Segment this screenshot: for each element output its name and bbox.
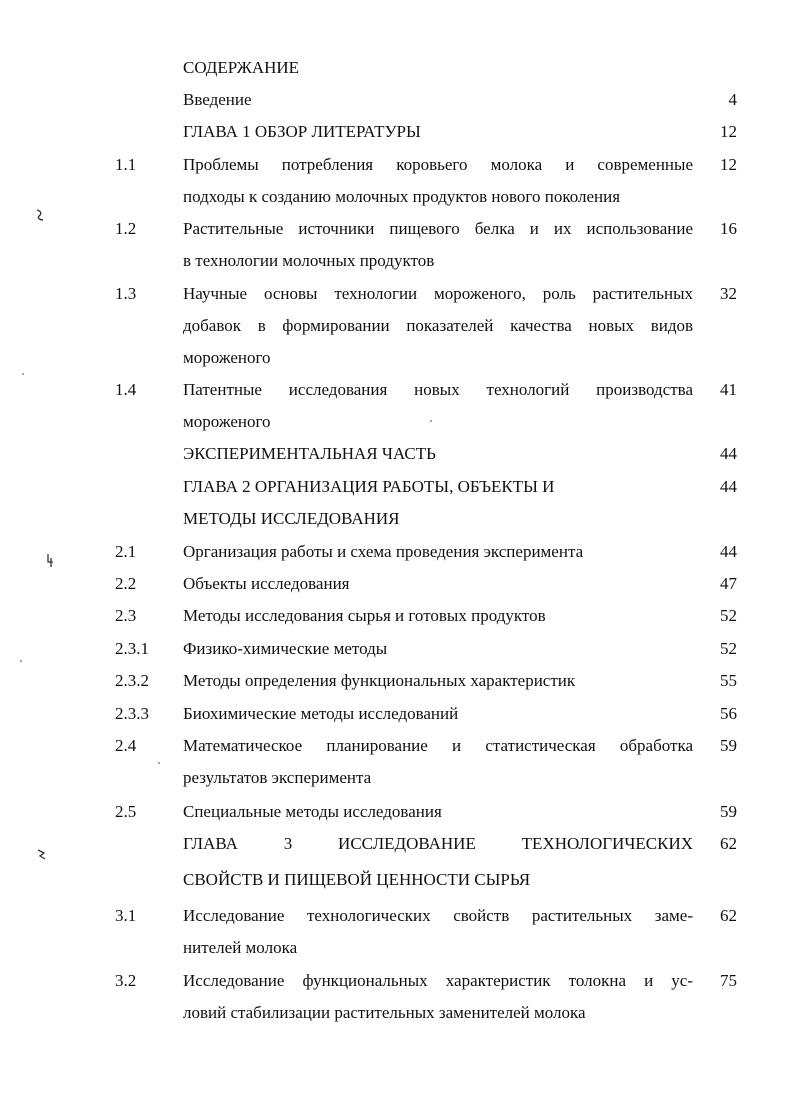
toc-number-1-2: 1.2 (115, 219, 137, 238)
toc-entry-1-1-line2: подходы к созданию молочных продуктов нового поколения (183, 187, 621, 206)
toc-entry-2-2: Объекты исследования (183, 574, 350, 593)
toc-entry-1-3-line1: Научные основы технологии мороженого, роль растительных (183, 284, 693, 303)
toc-entry-1-1-line1: Проблемы потребления коровьего молока и современные (183, 155, 693, 174)
toc-page-1-3: 32 (720, 284, 737, 303)
toc-page-2-3-1: 52 (720, 639, 737, 658)
toc-entry-1-4-line2: мороженого (183, 412, 271, 431)
toc-page-2-3: 52 (720, 606, 737, 625)
toc-entry-3-1-line2: нителей молока (183, 938, 298, 957)
scan-dot-3 (430, 420, 432, 422)
toc-entry-2-3-1: Физико-химические методы (183, 639, 388, 658)
toc-page-1-1: 12 (720, 155, 737, 174)
toc-page-chapter-3: 62 (720, 834, 737, 853)
toc-chapter-2-line2: МЕТОДЫ ИССЛЕДОВАНИЯ (183, 509, 400, 528)
toc-page-2-1: 44 (720, 542, 737, 561)
toc-title: СОДЕРЖАНИЕ (183, 58, 300, 77)
toc-entry-2-5: Специальные методы исследования (183, 802, 442, 821)
scan-mark-2 (44, 553, 56, 569)
toc-number-2-5: 2.5 (115, 802, 137, 821)
toc-entry-2-4-line1: Математическое планирование и статистическая обработка (183, 736, 693, 755)
toc-number-2-3-2: 2.3.2 (115, 671, 149, 690)
toc-entry-1-4-line1: Патентные исследования новых технологий производства (183, 380, 693, 399)
toc-number-2-4: 2.4 (115, 736, 137, 755)
toc-page-2-2: 47 (720, 574, 737, 593)
toc-entry-2-4-line2: результатов эксперимента (183, 768, 372, 787)
toc-entry-3-1-line1: Исследование технологических свойств растительных заме- (183, 906, 693, 925)
toc-page-1-2: 16 (720, 219, 737, 238)
toc-entry-2-3-3: Биохимические методы исследований (183, 704, 459, 723)
toc-page-2-3-2: 55 (720, 671, 737, 690)
toc-number-1-1: 1.1 (115, 155, 137, 174)
toc-page-chapter-2: 44 (720, 477, 737, 496)
scan-dot-1 (22, 373, 24, 375)
toc-entry-2-1: Организация работы и схема проведения эксперимента (183, 542, 584, 561)
toc-number-3-2: 3.2 (115, 971, 137, 990)
toc-number-1-4: 1.4 (115, 380, 137, 399)
toc-page-2-5: 59 (720, 802, 737, 821)
toc-entry-2-3-2: Методы определения функциональных характеристик (183, 671, 576, 690)
scan-mark-3 (36, 847, 48, 861)
toc-number-1-3: 1.3 (115, 284, 137, 303)
toc-entry-1-3-line3: мороженого (183, 348, 271, 367)
toc-page-2-3-3: 56 (720, 704, 737, 723)
toc-page-experimental-part: 44 (720, 444, 737, 463)
toc-number-2-3-3: 2.3.3 (115, 704, 149, 723)
toc-page-chapter-1: 12 (720, 122, 737, 141)
toc-number-2-3: 2.3 (115, 606, 137, 625)
toc-number-2-3-1: 2.3.1 (115, 639, 149, 658)
toc-entry-3-2-line1: Исследование функциональных характеристик толокна и ус- (183, 971, 693, 990)
toc-page-1-4: 41 (720, 380, 737, 399)
scan-dot-4 (158, 762, 160, 764)
toc-entry-1-2-line1: Растительные источники пищевого белка и их использование (183, 219, 693, 238)
toc-page-2-4: 59 (720, 736, 737, 755)
toc-entry-1-3-line2: добавок в формировании показателей качества новых видов (183, 316, 693, 335)
scan-mark-1 (34, 208, 46, 222)
toc-number-2-1: 2.1 (115, 542, 137, 561)
toc-number-2-2: 2.2 (115, 574, 137, 593)
toc-page-introduction: 4 (728, 90, 737, 109)
toc-page-3-2: 75 (720, 971, 737, 990)
toc-chapter-1: ГЛАВА 1 ОБЗОР ЛИТЕРАТУРЫ (183, 122, 421, 141)
scan-dot-2 (20, 660, 22, 662)
toc-entry-2-3: Методы исследования сырья и готовых продуктов (183, 606, 546, 625)
toc-page-3-1: 62 (720, 906, 737, 925)
toc-number-3-1: 3.1 (115, 906, 137, 925)
toc-experimental-part: ЭКСПЕРИМЕНТАЛЬНАЯ ЧАСТЬ (183, 444, 436, 463)
toc-entry-3-2-line2: ловий стабилизации растительных заменителей молока (183, 1003, 586, 1022)
toc-chapter-3-line1: ГЛАВА 3 ИССЛЕДОВАНИЕ ТЕХНОЛОГИЧЕСКИХ (183, 834, 693, 853)
toc-chapter-3-line2: СВОЙСТВ И ПИЩЕВОЙ ЦЕННОСТИ СЫРЬЯ (183, 870, 531, 889)
toc-entry-1-2-line2: в технологии молочных продуктов (183, 251, 435, 270)
toc-entry-introduction: Введение (183, 90, 252, 109)
toc-chapter-2-line1: ГЛАВА 2 ОРГАНИЗАЦИЯ РАБОТЫ, ОБЪЕКТЫ И (183, 477, 555, 496)
